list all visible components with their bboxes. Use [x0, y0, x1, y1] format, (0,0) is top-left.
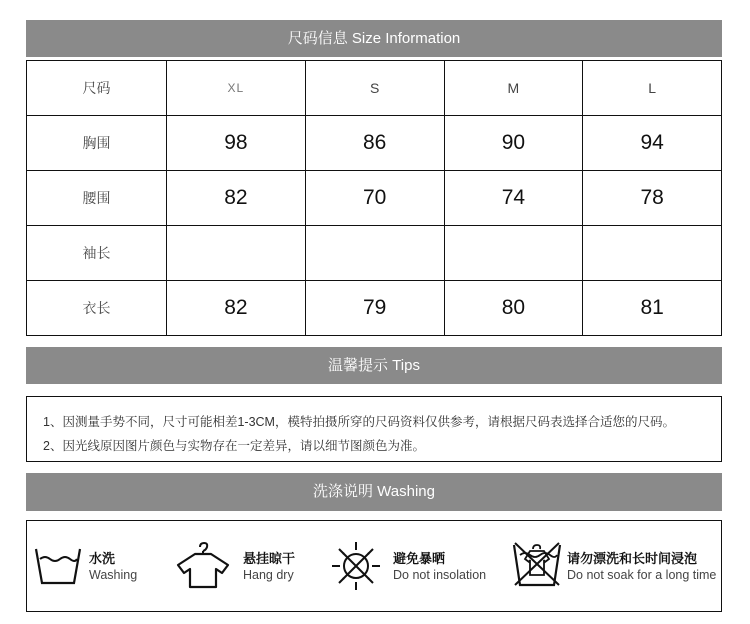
table-cell: 82 [167, 171, 306, 226]
wash-item-hang-dry [173, 521, 328, 611]
hang-dry-icon [173, 541, 233, 589]
table-cell: 78 [583, 171, 722, 226]
table-cell: 94 [583, 116, 722, 171]
header-cell-size: 尺码 [27, 61, 167, 116]
washing-header: 洗涤说明 Washing [26, 473, 722, 511]
row-label-waist: 腰围 [27, 171, 167, 226]
header-cell-xl: XL [167, 61, 306, 116]
wash-en-label: Do not soak for a long time [567, 568, 717, 582]
table-cell [167, 226, 306, 281]
wash-cn-label: 水洗 [89, 551, 116, 566]
wash-en-label: Hang dry [243, 568, 294, 582]
wash-item-washing [27, 521, 177, 611]
table-cell: 81 [583, 281, 722, 336]
no-sun-icon [329, 539, 383, 593]
table-cell [444, 226, 583, 281]
row-label-chest: 胸围 [27, 116, 167, 171]
row-label-sleeve: 袖长 [27, 226, 167, 281]
row-label-length: 衣长 [27, 281, 167, 336]
table-cell: 79 [305, 281, 444, 336]
wash-cn-label: 请勿漂洗和长时间浸泡 [567, 551, 698, 566]
washing-box [26, 520, 722, 612]
table-cell [583, 226, 722, 281]
table-cell: 70 [305, 171, 444, 226]
size-table-header-row [27, 61, 722, 116]
table-cell: 90 [444, 116, 583, 171]
table-cell: 74 [444, 171, 583, 226]
wash-en-label: Washing [89, 568, 138, 582]
tips-box [26, 396, 722, 462]
header-cell-s: S [305, 61, 444, 116]
table-cell: 86 [305, 116, 444, 171]
header-cell-l: L [583, 61, 722, 116]
tips-header: 温馨提示 Tips [26, 347, 722, 384]
table-row [27, 116, 722, 171]
table-cell [305, 226, 444, 281]
size-table [26, 60, 722, 336]
wash-item-no-sun [329, 521, 509, 611]
table-row [27, 226, 722, 281]
table-cell: 82 [167, 281, 306, 336]
tip-line-1: 1、因测量手势不同，尺寸可能相差1-3CM，模特拍摄所穿的尺码资料仅供参考，请根据尺码表选择合适您的尺码。 [43, 415, 675, 429]
wash-cn-label: 悬挂晾干 [243, 551, 296, 566]
tip-line-2: 2、因光线原因图片颜色与实物存在一定差异，请以细节图颜色为准。 [43, 439, 425, 453]
no-soak-icon [511, 539, 563, 589]
table-cell: 98 [167, 116, 306, 171]
table-row [27, 171, 722, 226]
size-info-header: 尺码信息 Size Information [26, 20, 722, 57]
wash-item-no-soak [511, 521, 719, 611]
wash-cn-label: 避免暴晒 [393, 551, 446, 566]
table-cell: 80 [444, 281, 583, 336]
header-cell-m: M [444, 61, 583, 116]
wash-en-label: Do not insolation [393, 568, 487, 582]
washing-tub-icon [33, 541, 83, 587]
table-row [27, 281, 722, 336]
